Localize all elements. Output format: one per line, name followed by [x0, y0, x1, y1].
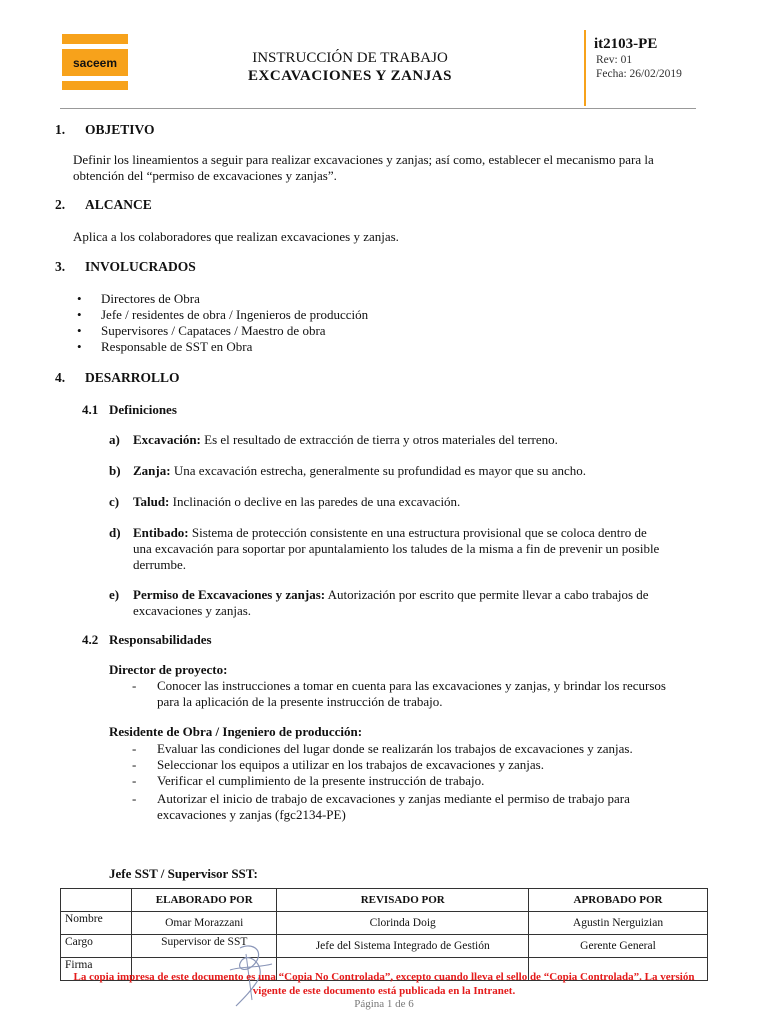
- section-1-title: OBJETIVO: [85, 122, 155, 137]
- def-term: Entibado:: [133, 525, 189, 540]
- header-rule: [60, 108, 696, 109]
- def-term: Zanja:: [133, 463, 171, 478]
- elaborado-cargo: Supervisor de SST: [132, 935, 277, 958]
- revisado-nombre: Clorinda Doig: [277, 912, 529, 935]
- doc-title: EXCAVACIONES Y ZANJAS: [248, 68, 452, 84]
- def-d-line-3: derrumbe.: [133, 557, 187, 572]
- page-number: Página 1 de 6: [354, 998, 414, 1010]
- approval-table: [60, 888, 708, 981]
- bullet-icon: •: [77, 323, 82, 338]
- section-2-title: ALCANCE: [85, 197, 152, 212]
- doc-type-title: INSTRUCCIÓN DE TRABAJO: [252, 50, 448, 66]
- doc-revision: Rev: 01: [596, 54, 633, 66]
- def-e-letter: e): [109, 587, 120, 602]
- aprobado-nombre: Agustin Nerguizian: [529, 912, 708, 935]
- section-3-number: 3.: [55, 259, 66, 274]
- def-a-letter: a): [109, 432, 120, 447]
- row-label-nombre: Nombre: [61, 912, 132, 935]
- row-label-cargo: Cargo: [61, 935, 132, 958]
- col-header-aprobado: APROBADO POR: [529, 889, 708, 912]
- def-term: Talud:: [133, 494, 170, 509]
- residente-item-4-line-1: Autorizar el inicio de trabajo de excavaciones y zanjas mediante el permiso de trabajo para: [157, 791, 630, 806]
- def-b: Zanja: Una excavación estrecha, generalmente su profundidad es mayor que su ancho.: [133, 463, 587, 478]
- section-4-title: DESARROLLO: [85, 370, 180, 385]
- def-d-letter: d): [109, 525, 121, 540]
- section-3-title: INVOLUCRADOS: [85, 259, 196, 274]
- dash-icon: -: [132, 791, 137, 806]
- revisado-cargo: Jefe del Sistema Integrado de Gestión: [277, 935, 529, 958]
- doc-date: Fecha: 26/02/2019: [596, 68, 682, 80]
- table-row: [61, 912, 708, 935]
- def-term: Permiso de Excavaciones y zanjas:: [133, 587, 326, 602]
- doc-code: it2103-PE: [594, 36, 658, 52]
- table-row: [61, 935, 708, 958]
- role-jefe-sst-title: Jefe SST / Supervisor SST:: [109, 866, 258, 881]
- subsection-4-2-number: 4.2: [82, 632, 99, 647]
- logo-text: saceem: [72, 56, 118, 70]
- company-logo: [62, 34, 128, 90]
- dash-icon: -: [132, 757, 137, 772]
- notice-line-1: La copia impresa de este documento es una “Copia No Controlada”, excepto cuando lleva el sello de “Copia Controlada”. La versión: [73, 971, 695, 983]
- subsection-4-1-number: 4.1: [82, 402, 99, 417]
- col-header-revisado: REVISADO POR: [277, 889, 529, 912]
- dash-icon: -: [132, 678, 137, 693]
- dash-icon: -: [132, 773, 137, 788]
- objective-line-1: Definir los lineamientos a seguir para realizar excavaciones y zanjas; así como, establecer el mecanismo para la: [73, 152, 654, 167]
- role-director-title: Director de proyecto:: [109, 662, 228, 677]
- table-row: [61, 889, 708, 912]
- col-header-elaborado: ELABORADO POR: [132, 889, 277, 912]
- def-term: Excavación:: [133, 432, 201, 447]
- row-label-firma: Firma: [61, 958, 132, 981]
- def-a: Excavación: Es el resultado de extracción de tierra y otros materiales del terreno.: [133, 432, 558, 447]
- aprobado-cargo: Gerente General: [529, 935, 708, 958]
- def-b-letter: b): [109, 463, 121, 478]
- def-d: Entibado: Sistema de protección consistente en una estructura provisional que se coloca dentro de: [133, 525, 647, 540]
- residente-item-1: Evaluar las condiciones del lugar donde se realizarán los trabajos de excavaciones y zanjas.: [157, 741, 633, 756]
- uncontrolled-copy-notice: [30, 970, 738, 998]
- residente-item-3: Verificar el cumplimiento de la presente instrucción de trabajo.: [157, 773, 485, 788]
- bullet-icon: •: [77, 307, 82, 322]
- subsection-4-2-title: Responsabilidades: [109, 632, 212, 647]
- section-1-number: 1.: [55, 122, 66, 137]
- elaborado-nombre: Omar Morazzani: [132, 912, 277, 935]
- objective-line-2: obtención del “permiso de excavaciones y zanjas”.: [73, 168, 337, 183]
- bullet-icon: •: [77, 339, 82, 354]
- notice-line-2: vigente de este documento está publicada en la Intranet.: [252, 985, 516, 997]
- bullet-icon: •: [77, 291, 82, 306]
- residente-item-4-line-2: excavaciones y zanjas (fgc2134-PE): [157, 807, 346, 822]
- director-item-line-1: Conocer las instrucciones a tomar en cuenta para las excavaciones y zanjas, y brindar los recursos: [157, 678, 666, 693]
- def-c: Talud: Inclinación o declive en las paredes de una excavación.: [133, 494, 461, 509]
- subsection-4-1-title: Definiciones: [109, 402, 177, 417]
- header-divider: [584, 30, 586, 106]
- director-item-line-2: para la aplicación de la presente instrucción de trabajo.: [157, 694, 443, 709]
- scope-text: Aplica a los colaboradores que realizan excavaciones y zanjas.: [73, 229, 399, 244]
- def-c-letter: c): [109, 494, 120, 509]
- def-e-line-2: excavaciones y zanjas.: [133, 603, 252, 618]
- section-4-number: 4.: [55, 370, 66, 385]
- dash-icon: -: [132, 741, 137, 756]
- def-d-line-2: una excavación para soportar por apuntalamiento los taludes de la misma a fin de prevenir un posible: [133, 541, 660, 556]
- section-2-number: 2.: [55, 197, 66, 212]
- residente-item-2: Seleccionar los equipos a utilizar en los trabajos de excavaciones y zanjas.: [157, 757, 544, 772]
- def-e: Permiso de Excavaciones y zanjas: Autorización por escrito que permite llevar a cabo trabajos de: [133, 587, 649, 602]
- role-residente-title: Residente de Obra / Ingeniero de producción:: [109, 724, 363, 739]
